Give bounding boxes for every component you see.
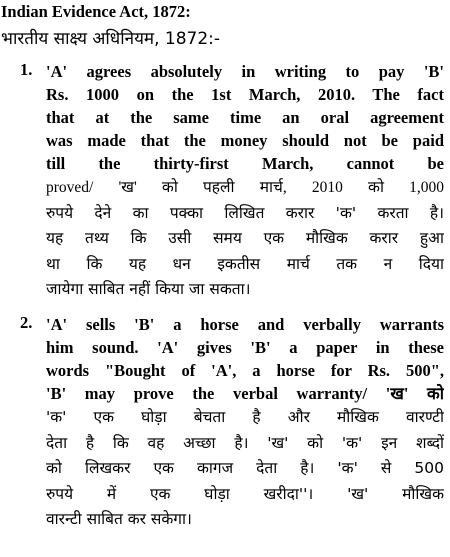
text-line: words "Bought of 'A', a horse for Rs. 500",	[46, 361, 444, 380]
text-line: को लिखकर एक कागज देता है। 'क' से 500	[46, 459, 444, 477]
text-line: Rs. 1000 on the 1st March, 2010. The fact	[46, 85, 444, 104]
text-line: रुपये देने का पक्का लिखित करार 'क' करता है।	[46, 203, 444, 222]
document-title-hindi: भारतीय साक्ष्य अधिनियम, 1872:-	[1, 29, 221, 49]
text-line: that at the same time an oral agreement	[46, 108, 444, 127]
text-line: was made that the money should not be paid	[46, 131, 444, 150]
text-line: रुपये में एक घोड़ा खरीदा''। 'ख' मौखिक	[46, 484, 444, 503]
item-number: 2.	[20, 313, 33, 332]
text-line: वारन्टी साबित कर सकेगा।	[46, 510, 192, 528]
text-line: him sound. 'A' gives 'B' a paper in these	[46, 338, 444, 357]
document-title-english: Indian Evidence Act, 1872:	[1, 2, 191, 21]
text-line: 'A' agrees absolutely in writing to pay 'B'	[46, 62, 444, 81]
text-line: देता है कि वह अच्छा है। 'ख' को 'क' इन शब्दों	[46, 433, 444, 452]
text-line: यह तथ्य कि उसी समय एक मौखिक करार हुआ	[46, 229, 444, 247]
item-text	[46, 313, 444, 533]
text-line: 'क' एक घोड़ा बेचता है और मौखिक वारण्टी	[46, 408, 444, 426]
text-line: proved/ 'ख' को पहली मार्च, 2010 को 1,000	[46, 179, 444, 196]
text-line: था कि यह धन इकतीस मार्च तक न दिया	[46, 254, 444, 273]
item-number: 1.	[20, 60, 33, 79]
item-text	[46, 60, 444, 303]
text-line: जायेगा साबित नहीं किया जा सकता।	[46, 280, 251, 298]
text-line: 'A' sells 'B' a horse and verbally warrants	[46, 315, 444, 334]
text-line: 'B' may prove the verbal warranty/ 'ख' को	[46, 384, 444, 403]
text-line: till the thirty-first March, cannot be	[46, 154, 444, 173]
